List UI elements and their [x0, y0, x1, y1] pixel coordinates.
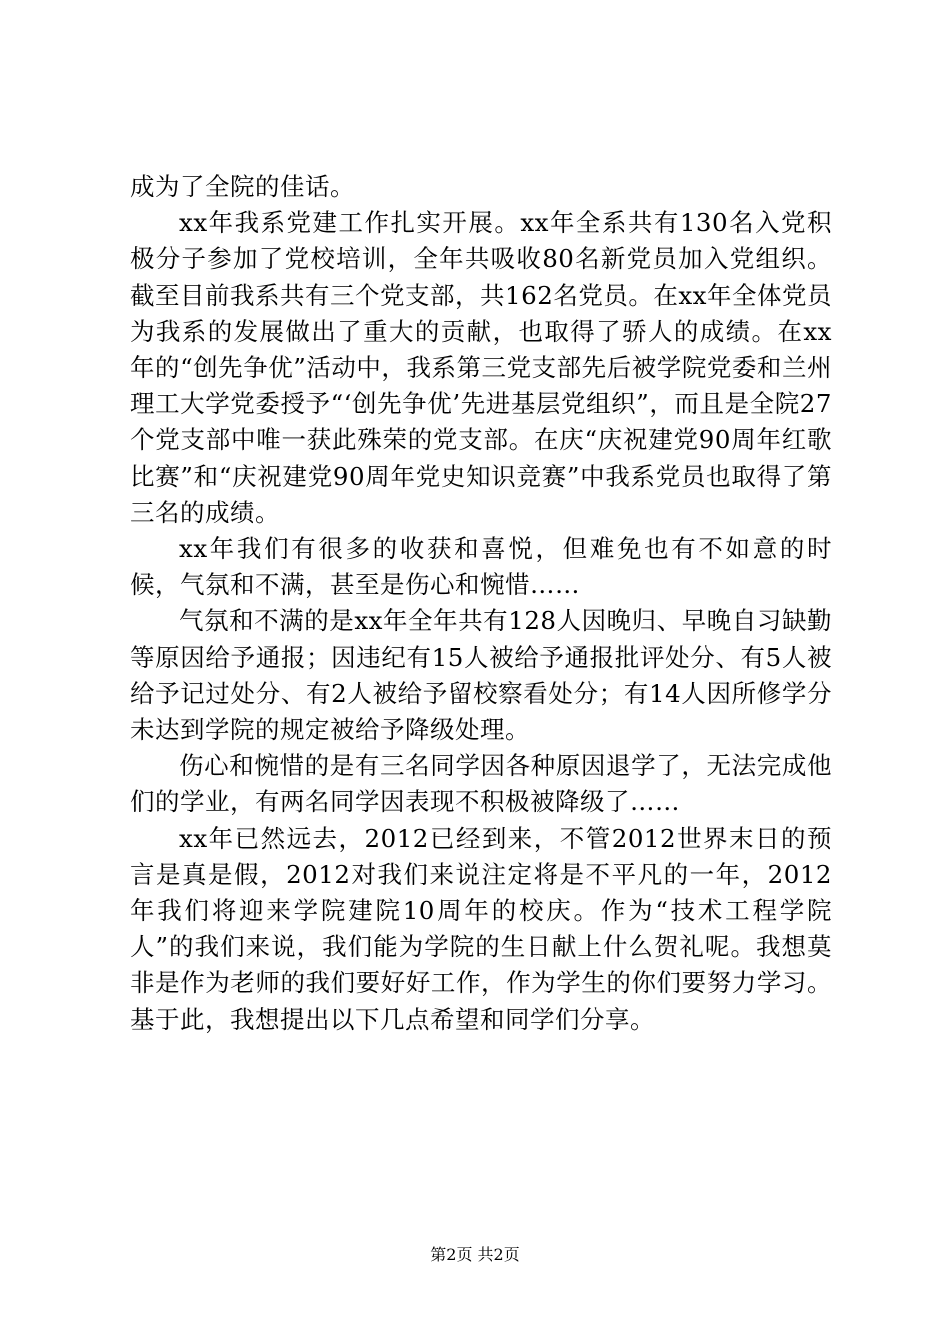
paragraph-dropouts: 伤心和惋惜的是有三名同学因各种原因退学了，无法完成他们的学业，有两名同学因表现不积极被降级了……	[130, 751, 832, 817]
page-number-footer: 第2页 共2页	[430, 1245, 520, 1264]
paragraph-discipline: 气氛和不满的是xx年全年共有128人因晚归、早晚自习缺勤等原因给予通报；因违纪有15人被给予通报批评处分、有5人被给予记过处分、有2人被给予留校察看处分；有14人因所修学分未达到学院的规定被给予降级处理。	[130, 606, 832, 745]
paragraph-outlook-2012: xx年已然远去，2012已经到来，不管2012世界末日的预言是真是假，2012对我们来说注定将是不平凡的一年，2012年我们将迎来学院建院10周年的校庆。作为“技术工程学院人”的我们来说，我们能为学院的生日献上什么贺礼呢。我想莫非是作为老师的我们要好好工作，作为学生的你们要努力学习。基于此，我想提出以下几点希望和同学们分享。	[130, 823, 832, 1034]
document-body	[130, 169, 832, 1038]
paragraph-party-building: xx年我系党建工作扎实开展。xx年全系共有130名入党积极分子参加了党校培训，全年共吸收80名新党员加入党组织。截至目前我系共有三个党支部，共162名党员。在xx年全体党员为我系的发展做出了重大的贡献，也取得了骄人的成绩。在xx年的“创先争优”活动中，我系第三党支部先后被学院党委和兰州理工大学党委授予“‘创先争优’先进基层党组织”，而且是全院27个党支部中唯一获此殊荣的党支部。在庆“庆祝建党90周年红歌比赛”和“庆祝建党90周年党史知识竞赛”中我系党员也取得了第三名的成绩。	[130, 208, 832, 527]
paragraph-continuation: 成为了全院的佳话。	[130, 172, 355, 201]
paragraph-gains-and-regrets: xx年我们有很多的收获和喜悦，但难免也有不如意的时候，气氛和不满，甚至是伤心和惋惜……	[130, 534, 832, 600]
